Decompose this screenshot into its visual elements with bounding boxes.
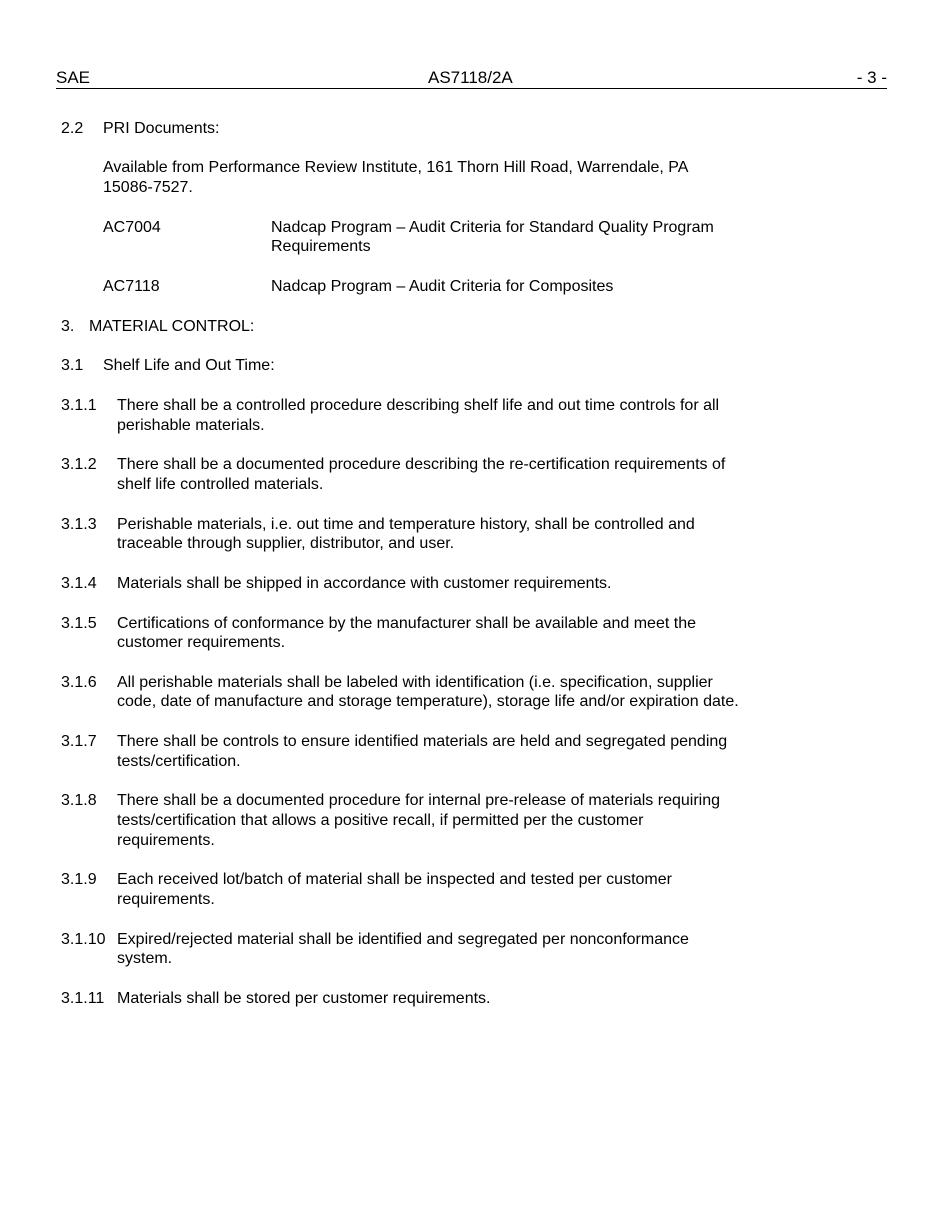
item-text: Perishable materials, i.e. out time and temperature history, shall be controlled and bbox=[117, 516, 695, 533]
document-code: AC7118 bbox=[103, 278, 160, 295]
item-number: 3.1.7 bbox=[61, 733, 97, 750]
availability-text: Available from Performance Review Institute, 161 Thorn Hill Road, Warrendale, PA bbox=[103, 159, 689, 176]
item-text: There shall be a documented procedure for internal pre-release of materials requiring bbox=[117, 792, 720, 809]
section-number: 3.1 bbox=[61, 357, 84, 374]
document-title: Requirements bbox=[271, 238, 371, 255]
document-code: AC7004 bbox=[103, 219, 161, 236]
document-title: Nadcap Program – Audit Criteria for Standard Quality Program bbox=[271, 219, 714, 236]
section-title: PRI Documents: bbox=[103, 120, 220, 137]
availability-text: 15086-7527. bbox=[103, 179, 193, 196]
document-title: Nadcap Program – Audit Criteria for Composites bbox=[271, 278, 614, 295]
item-text: Expired/rejected material shall be identified and segregated per nonconformance bbox=[117, 931, 689, 948]
item-text: There shall be a controlled procedure describing shelf life and out time controls for all bbox=[117, 397, 720, 414]
page-header bbox=[56, 68, 887, 89]
item-text: customer requirements. bbox=[117, 634, 286, 651]
section-title: Shelf Life and Out Time: bbox=[103, 357, 275, 374]
header-organization: SAE bbox=[56, 68, 91, 87]
section-number: 3. bbox=[61, 318, 75, 335]
item-number: 3.1.2 bbox=[61, 456, 97, 473]
item-number: 3.1.3 bbox=[61, 516, 97, 533]
item-number: 3.1.1 bbox=[61, 397, 97, 414]
item-text: There shall be controls to ensure identified materials are held and segregated pending bbox=[117, 733, 728, 750]
item-number: 3.1.8 bbox=[61, 792, 97, 809]
item-text: There shall be a documented procedure describing the re-certification requirements of bbox=[117, 456, 726, 473]
header-page-number: - 3 - bbox=[856, 68, 887, 87]
item-text: tests/certification. bbox=[117, 753, 241, 770]
item-number: 3.1.5 bbox=[61, 615, 97, 632]
section-title: MATERIAL CONTROL: bbox=[89, 318, 255, 335]
item-text: perishable materials. bbox=[117, 417, 265, 434]
item-text: shelf life controlled materials. bbox=[117, 476, 324, 493]
item-number: 3.1.10 bbox=[61, 931, 106, 948]
item-text: Each received lot/batch of material shall be inspected and tested per customer bbox=[117, 871, 672, 888]
item-number: 3.1.4 bbox=[61, 575, 97, 592]
section-number: 2.2 bbox=[61, 120, 84, 137]
item-number: 3.1.9 bbox=[61, 871, 97, 888]
item-text: code, date of manufacture and storage temperature), storage life and/or expiration date. bbox=[117, 693, 739, 710]
item-number: 3.1.11 bbox=[61, 990, 105, 1007]
item-text: Certifications of conformance by the manufacturer shall be available and meet the bbox=[117, 615, 696, 632]
item-text: traceable through supplier, distributor, and user. bbox=[117, 535, 455, 552]
item-text: system. bbox=[117, 950, 173, 967]
item-text: All perishable materials shall be labeled with identification (i.e. specification, supplier bbox=[117, 674, 713, 691]
item-text: tests/certification that allows a positive recall, if permitted per the customer bbox=[117, 812, 644, 829]
item-text: Materials shall be stored per customer requirements. bbox=[117, 990, 491, 1007]
header-document-number: AS7118/2A bbox=[428, 68, 513, 87]
item-number: 3.1.6 bbox=[61, 674, 97, 691]
item-text: requirements. bbox=[117, 891, 215, 908]
item-text: Materials shall be shipped in accordance with customer requirements. bbox=[117, 575, 612, 592]
item-text: requirements. bbox=[117, 832, 215, 849]
